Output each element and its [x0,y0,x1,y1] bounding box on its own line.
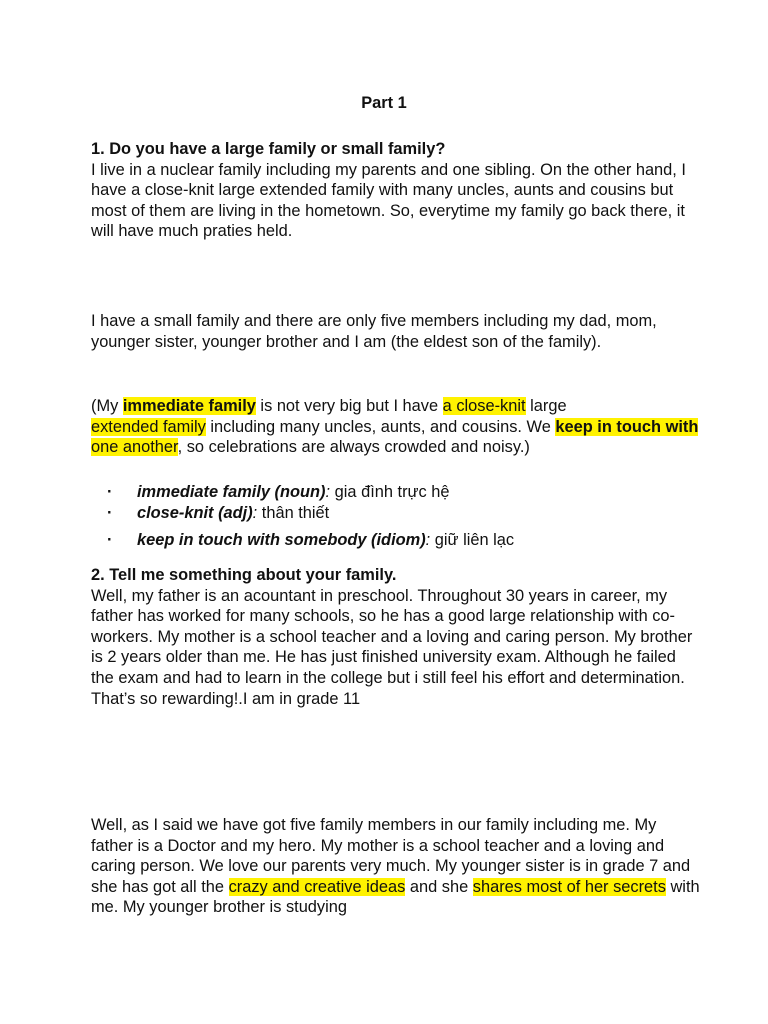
answer-text: with me. My younger brother is studying [91,877,700,917]
highlight-extended-family: extended family [91,417,206,436]
bullet-icon: · [107,483,113,501]
question-2-answer-2 [91,815,701,918]
vocab-meaning: gia đình trực hệ [330,483,450,501]
question-2-answer-1: Well, my father is an acountant in preschool. Throughout 30 years in career, my father has worked for many schools, so he has a good large relationship with co-workers. My mother is a school teacher and a loving and caring person. My brother is 2 years older than me. He has just finished university exam. Although he failed the exam and had to learn in the college but i still feel his effort and determination. That’s so rewarding!.I am in grade 11 [91,586,693,708]
vocab-term: keep in touch with somebody (idiom) [137,531,426,549]
question-2-answer-2-block [91,815,701,918]
question-2-block [91,565,701,709]
vocab-item [91,503,701,524]
vocab-item [91,530,701,551]
highlight-one-another: one another [91,438,178,457]
question-1-answer-2-block [91,311,701,352]
bullet-icon: · [107,531,113,549]
vocab-meaning: giữ liên lạc [430,531,515,549]
vocab-colon: : [425,531,431,549]
question-1-answer-1: I live in a nuclear family including my parents and one sibling. On the other hand, I have a close-knit large extended family with many uncles, aunts and cousins but most of them are living in the hometown. So, everytime my family go back there, it will have much praties held. [91,160,686,241]
example-text: , so celebrations are always crowded and noisy.) [177,438,530,457]
example-text: large [525,397,567,415]
answer-text: Well, as I said we have got five family members in our family including me. My father is a Doctor and my hero. My mother is a school teacher and a loving and caring person. We love our parents very much. My younger sister is in grade 7 and she has got all the [91,816,691,896]
vocabulary-list [91,482,701,551]
vocab-item [91,482,701,503]
page-title: Part 1 [361,94,407,112]
highlight-keep-in-touch: keep in touch with [555,417,699,436]
vocab-term: immediate family (noun) [137,483,326,501]
question-1-block [91,139,701,242]
vocab-colon: : [252,504,258,522]
vocab-meaning: thân thiết [257,504,330,522]
question-1-heading: 1. Do you have a large family or small family? [91,140,446,158]
example-text: is not very big but I have [255,397,443,415]
vocab-term: close-knit (adj) [137,504,253,522]
answer-text: and she [405,877,473,896]
highlight-immediate-family: immediate family [122,397,256,415]
bullet-icon: · [107,504,113,522]
question-1-example-block [91,396,701,458]
example-text: including many uncles, aunts, and cousins. We [205,417,556,436]
highlight-shares-secrets: shares most of her secrets [472,877,666,896]
question-2-heading: 2. Tell me something about your family. [91,566,397,584]
highlight-close-knit: a close-knit [442,397,526,415]
highlight-crazy-creative-ideas: crazy and creative ideas [228,877,406,896]
question-1-example [91,396,701,458]
question-1-answer-2: I have a small family and there are only five members including my dad, mom, younger sister, younger brother and I am (the eldest son of the family). [91,312,657,351]
vocab-colon: : [325,483,331,501]
example-text: (My [91,397,123,415]
